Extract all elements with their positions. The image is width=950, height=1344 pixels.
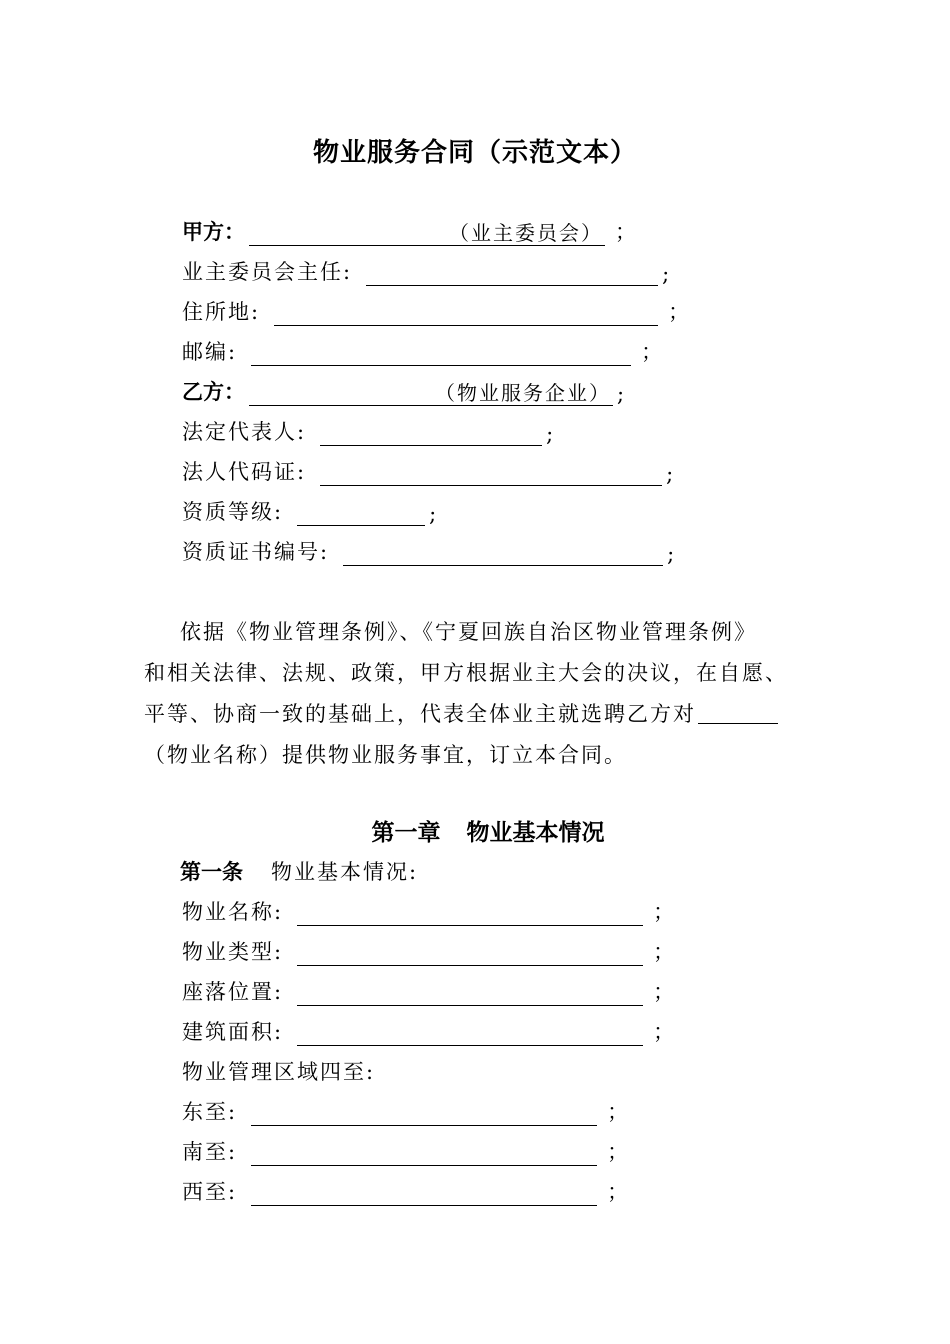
field-label: 资质证书编号: — [182, 540, 330, 564]
article-number: 第一条 — [180, 860, 243, 884]
party-b-label: 乙方： — [182, 380, 245, 404]
address-blank[interactable] — [274, 303, 658, 326]
party-b-hint: （物业服务企业） — [435, 381, 611, 405]
field-label: 西至: — [182, 1180, 238, 1204]
party-a-label: 甲方： — [182, 220, 245, 244]
boundary-west-line: 西至: ； — [182, 1176, 630, 1206]
chapter-heading — [0, 814, 950, 847]
address-line: 住所地: ； — [182, 296, 691, 326]
field-label: 住所地: — [182, 300, 261, 324]
article-heading — [180, 856, 418, 886]
committee-director-blank[interactable] — [366, 263, 658, 286]
boundary-east-blank[interactable] — [251, 1103, 597, 1126]
preamble-line-with-blank: 平等、协商一致的基础上，代表全体业主就选聘乙方对 — [144, 692, 808, 733]
floor-area-blank[interactable] — [297, 1023, 643, 1046]
field-label: 邮编: — [182, 340, 238, 364]
boundary-west-blank[interactable] — [251, 1183, 597, 1206]
article-title: 物业基本情况: — [271, 860, 419, 884]
property-name-blank[interactable] — [698, 701, 778, 724]
chapter-number: 第一章 — [371, 820, 441, 846]
legal-representative-blank[interactable] — [320, 423, 542, 446]
field-label: 东至: — [182, 1100, 238, 1124]
qualification-cert-line: 资质证书编号: ; — [182, 536, 676, 566]
field-label: 业主委员会主任: — [182, 260, 353, 284]
property-type-blank[interactable] — [297, 943, 643, 966]
field-label: 座落位置: — [182, 980, 284, 1004]
boundary-south-blank[interactable] — [251, 1143, 597, 1166]
property-type-line: 物业类型: ； — [182, 936, 676, 966]
preamble-line: （物业名称）提供物业服务事宜，订立本合同。 — [144, 742, 627, 767]
property-name-field-blank[interactable] — [297, 903, 643, 926]
boundary-heading: 物业管理区域四至: — [182, 1060, 376, 1084]
legal-code-line: 法人代码证: ; — [182, 456, 675, 486]
boundary-south-line: 南至: ； — [182, 1136, 630, 1166]
page-title: 物业服务合同（示范文本） — [312, 138, 637, 168]
party-b-line: 乙方： （物业服务企业） ; — [182, 376, 626, 406]
field-label: 法定代表人: — [182, 420, 307, 444]
party-a-blank[interactable] — [249, 223, 605, 246]
property-name-line: 物业名称: ； — [182, 896, 676, 926]
postcode-line: 邮编: ； — [182, 336, 664, 366]
legal-code-blank[interactable] — [320, 463, 662, 486]
location-blank[interactable] — [297, 983, 643, 1006]
committee-director-line: 业主委员会主任: ; — [182, 256, 671, 286]
boundary-east-line: 东至: ； — [182, 1096, 630, 1126]
preamble-line: 依据《物业管理条例》、《宁夏回族自治区物业管理条例》 — [180, 619, 757, 644]
location-line: 座落位置: ； — [182, 976, 676, 1006]
party-b-blank[interactable] — [249, 383, 613, 406]
field-label: 法人代码证: — [182, 460, 307, 484]
floor-area-line: 建筑面积: ； — [182, 1016, 676, 1046]
qualification-cert-blank[interactable] — [343, 543, 663, 566]
qualification-grade-blank[interactable] — [297, 503, 425, 526]
field-label: 建筑面积: — [182, 1020, 284, 1044]
legal-representative-line: 法定代表人: ; — [182, 416, 555, 446]
chapter-title: 物业基本情况 — [466, 820, 605, 846]
party-a-hint: （业主委员会） — [449, 221, 603, 245]
field-label: 南至: — [182, 1140, 238, 1164]
party-a-line: 甲方： （业主委员会） ； — [182, 216, 638, 246]
postcode-blank[interactable] — [251, 343, 631, 366]
qualification-grade-line: 资质等级: ; — [182, 496, 438, 526]
field-label: 物业类型: — [182, 940, 284, 964]
field-label: 物业名称: — [182, 900, 284, 924]
preamble-line: 和相关法律、法规、政策，甲方根据业主大会的决议，在自愿、 — [144, 660, 788, 685]
preamble-paragraph — [144, 610, 808, 774]
field-label: 资质等级: — [182, 500, 284, 524]
